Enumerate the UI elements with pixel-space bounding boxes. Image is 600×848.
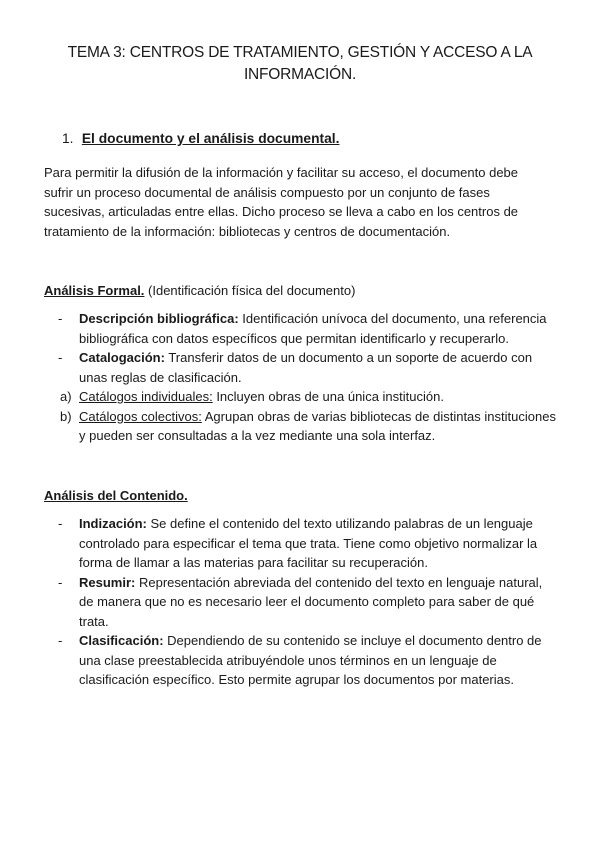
formal-analysis-heading [44, 281, 564, 301]
list-text: Dependiendo de su contenido se incluye el documento dentro de una clase preestablecida atribuyéndole unos términos en un lenguaje de clasificación específico. Esto permite agrupar los documentos por materias. [79, 633, 542, 687]
list-term: Catálogos individuales: [79, 389, 213, 404]
list-item [44, 387, 559, 407]
list-marker: a) [60, 389, 72, 404]
list-text: Identificación unívoca del documento, una referencia bibliográfica con datos específicos que permitan identificarlo y recuperarlo. [79, 311, 547, 346]
formal-heading-note: (Identificación física del documento) [144, 283, 356, 298]
formal-analysis-list [44, 309, 559, 446]
section-heading [62, 130, 339, 148]
list-term: Catalogación: [79, 350, 165, 365]
list-marker: - [58, 516, 63, 531]
section-number: 1. [62, 131, 74, 146]
list-item [44, 514, 559, 573]
list-term: Descripción bibliográfica: [79, 311, 239, 326]
content-analysis-list [44, 514, 559, 690]
intro-paragraph: Para permitir la difusión de la información y facilitar su acceso, el documento debe sufrir un proceso documental de análisis compuesto por un conjunto de fases sucesivas, articuladas entre ellas. Dicho proceso se lleva a cabo en los centros de tratamiento de la información: bibliotecas y centros de documentación. [44, 165, 519, 239]
list-text: Agrupan obras de varias bibliotecas de distintas instituciones y pueden ser consultadas a la vez mediante una sola interfaz. [79, 408, 556, 443]
list-marker: b) [60, 408, 72, 424]
content-analysis-heading [44, 486, 564, 506]
list-term: Clasificación: [79, 633, 164, 648]
list-text: Incluyen obras de una única institución. [212, 389, 444, 404]
list-term: Catálogos colectivos: [79, 408, 202, 424]
list-text: Representación abreviada del contenido del texto en lenguaje natural, de manera que no es necesario leer el documento completo para saber de qué trata. [79, 574, 543, 629]
page-title [40, 42, 560, 86]
list-item [44, 309, 559, 348]
list-marker: - [58, 633, 63, 648]
list-marker: - [58, 574, 63, 590]
title-line-1: TEMA 3: CENTROS DE TRATAMIENTO, GESTIÓN Y ACCESO A LA [67, 44, 533, 61]
formal-heading-label: Análisis Formal. [44, 283, 145, 298]
title-line-2: INFORMACIÓN. [243, 66, 357, 83]
section-title: El documento y el análisis documental. [81, 131, 340, 146]
content-heading-label: Análisis del Contenido. [44, 488, 188, 503]
list-text: Se define el contenido del texto utilizando palabras de un lenguaje controlado para especificar el tema que trata. Tiene como objetivo normalizar la forma de llamar a las materias para facilitar su recuperación. [79, 516, 538, 570]
list-text: Transferir datos de un documento a un soporte de acuerdo con unas reglas de clasificación. [79, 350, 533, 385]
list-term: Indización: [79, 516, 147, 531]
list-item [44, 573, 559, 632]
list-marker: - [58, 350, 63, 365]
list-term: Resumir: [79, 574, 136, 590]
list-item [44, 348, 559, 387]
list-item [44, 407, 559, 446]
list-marker: - [58, 311, 63, 326]
list-item [44, 631, 559, 690]
